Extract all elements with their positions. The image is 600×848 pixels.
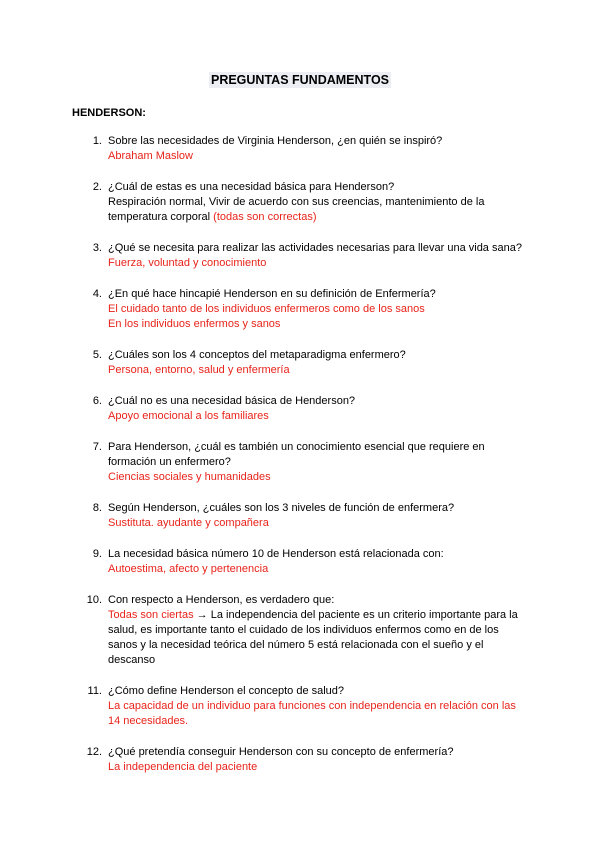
answer-text: Autoestima, afecto y pertenencia [108, 563, 269, 575]
question-text: ¿Cuál de estas es una necesidad básica para Henderson? [108, 181, 395, 193]
question-list [0, 134, 600, 791]
question-number: 8. [92, 502, 102, 514]
answer-text-2: En los individuos enfermos y sanos [108, 318, 281, 330]
question-number: 1. [92, 135, 102, 147]
question-number: 10. [86, 594, 102, 606]
answer-text: Fuerza, voluntad y conocimiento [108, 257, 267, 269]
answer-text: Abraham Maslow [108, 150, 193, 162]
answer-text: Apoyo emocional a los familiares [108, 410, 269, 422]
question-number: 9. [92, 548, 102, 560]
question-item [0, 134, 600, 164]
question-continuation: Respiración normal, Vivir de acuerdo con sus creencias, mantenimiento de la temperatura corporal (todas son correctas) [108, 196, 485, 223]
question-number: 2. [92, 181, 102, 193]
question-text: Sobre las necesidades de Virginia Henderson, ¿en quién se inspiró? [108, 135, 443, 147]
question-text: ¿Cuál no es una necesidad básica de Henderson? [108, 395, 356, 407]
question-item [0, 501, 600, 531]
answer-paragraph [108, 608, 528, 668]
question-item [0, 684, 600, 729]
answer-inline: (todas son correctas) [213, 211, 317, 223]
answer-text: El cuidado tanto de los individuos enfermeros como de los sanos [108, 303, 425, 315]
answer-lead: Todas son ciertas [108, 609, 194, 621]
question-number: 4. [92, 288, 102, 300]
question-text: Con respecto a Henderson, es verdadero que: [108, 594, 335, 606]
answer-text: Persona, entorno, salud y enfermería [108, 364, 290, 376]
question-text: ¿En qué hace hincapié Henderson en su definición de Enfermería? [108, 288, 436, 300]
question-number: 11. [87, 685, 102, 697]
question-item [0, 593, 600, 668]
question-text: ¿Cuáles son los 4 conceptos del metaparadigma enfermero? [108, 349, 406, 361]
question-number: 5. [92, 349, 102, 361]
page-title: PREGUNTAS FUNDAMENTOS [210, 73, 389, 87]
question-number: 3. [92, 242, 102, 254]
answer-explanation: La independencia del paciente es un criterio importante para la salud, es importante tanto el cuidado de los individuos enfermos como en de los sanos y la necesidad teórica del número 5 está relacionada con el sueño y el descanso [108, 609, 518, 666]
question-text: ¿Qué pretendía conseguir Henderson con su concepto de enfermería? [108, 746, 454, 758]
question-item [0, 394, 600, 424]
section-heading: HENDERSON: [72, 107, 146, 119]
question-text: La necesidad básica número 10 de Henderson está relacionada con: [108, 548, 444, 560]
question-item [0, 348, 600, 378]
question-number: 12. [86, 746, 102, 758]
answer-text: La independencia del paciente [108, 761, 258, 773]
answer-text: La capacidad de un individuo para funciones con independencia en relación con las 14 necesidades. [108, 700, 516, 727]
question-text: Para Henderson, ¿cuál es también un conocimiento esencial que requiere en formación un enfermero? [108, 441, 485, 468]
question-text: ¿Qué se necesita para realizar las actividades necesarias para llevar una vida sana? [108, 242, 522, 254]
question-item [0, 440, 600, 485]
question-item [0, 745, 600, 775]
answer-text: Ciencias sociales y humanidades [108, 471, 271, 483]
question-number: 6. [92, 395, 102, 407]
question-number: 7. [92, 441, 102, 453]
question-text: ¿Cómo define Henderson el concepto de salud? [108, 685, 345, 697]
answer-text: Sustituta. ayudante y compañera [108, 517, 269, 529]
arrow-icon: → [196, 609, 208, 621]
question-item [0, 547, 600, 577]
question-text: Según Henderson, ¿cuáles son los 3 niveles de función de enfermera? [108, 502, 455, 514]
question-item [0, 180, 600, 225]
question-item [0, 241, 600, 271]
question-item [0, 287, 600, 332]
